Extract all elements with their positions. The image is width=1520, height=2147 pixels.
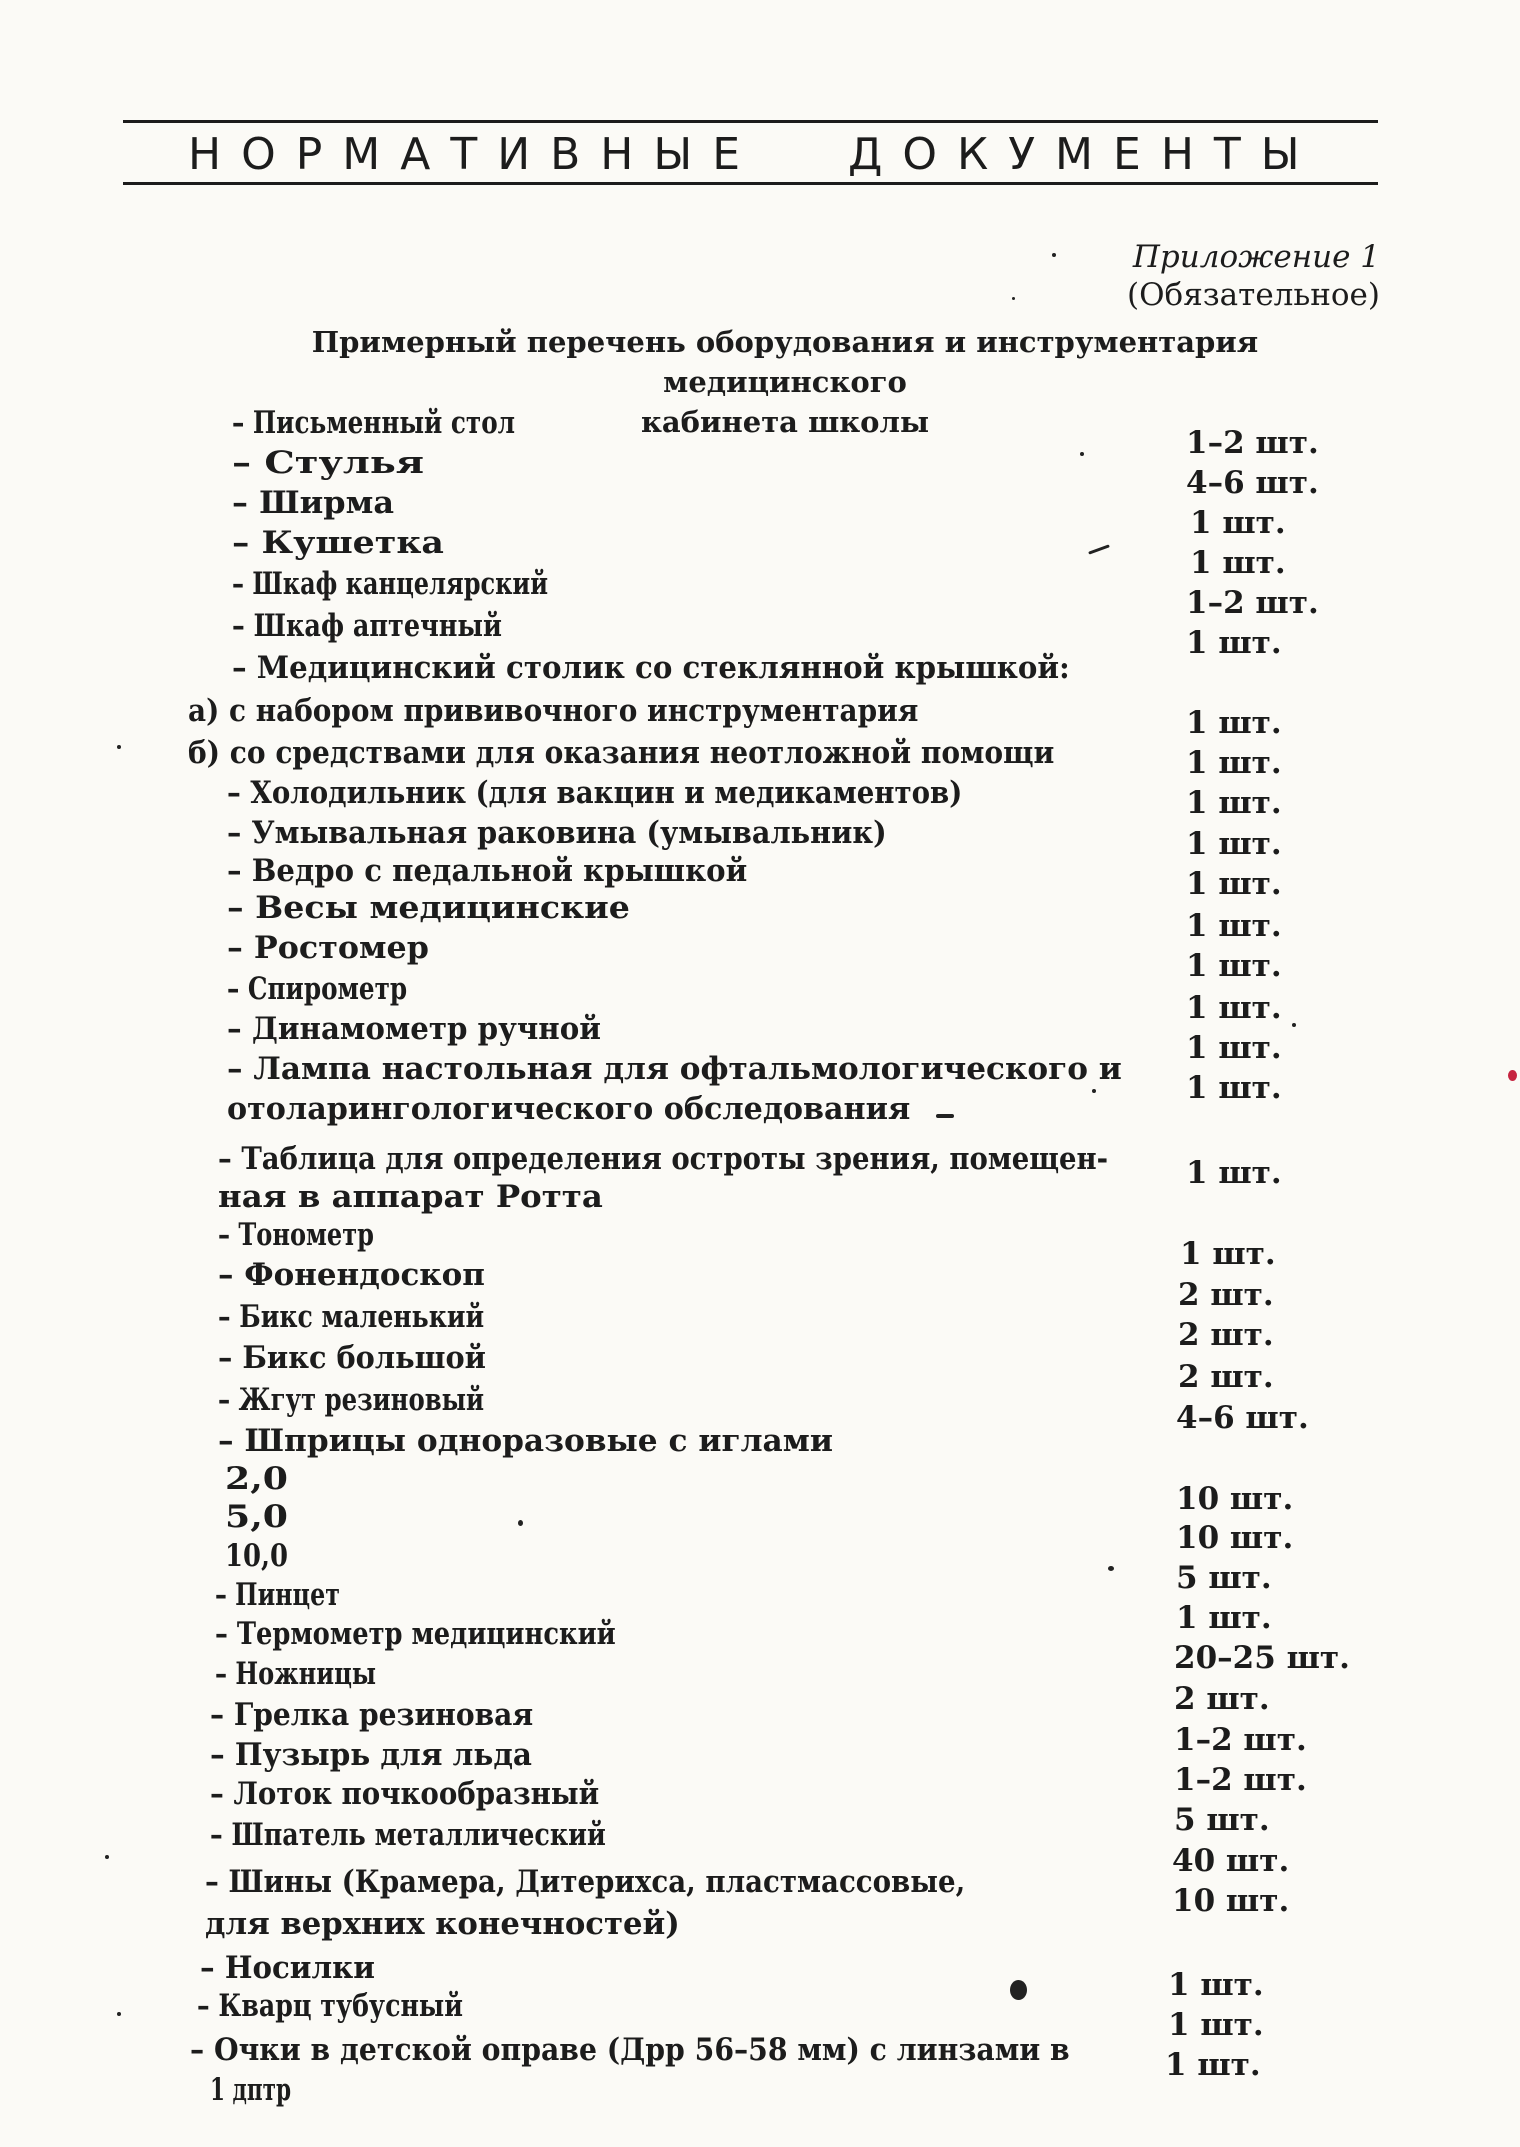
item-label: – Пинцет	[215, 1577, 340, 1613]
list-title-line-1: Примерный перечень оборудования и инструментария медицинского	[311, 325, 1259, 399]
item-quantity: 4–6 шт.	[1176, 1400, 1309, 1436]
item-label: отоларингологического обследования	[227, 1091, 911, 1127]
item-quantity: 1 шт.	[1186, 745, 1282, 781]
item-label: – Термометр медицинский	[215, 1616, 616, 1652]
item-quantity: 1 шт.	[1186, 826, 1282, 862]
item-label: – Бикс маленький	[218, 1299, 485, 1335]
item-quantity: 2 шт.	[1178, 1359, 1274, 1395]
scan-speck	[1292, 1023, 1296, 1027]
item-label: – Кварц тубусный	[197, 1988, 463, 2024]
item-label: – Кушетка	[232, 525, 444, 561]
item-label: – Бикс большой	[218, 1340, 486, 1376]
item-label: – Пузырь для льда	[210, 1737, 532, 1773]
header-word-2: ДОКУМЕНТЫ	[848, 129, 1320, 180]
red-ink-mark	[1508, 1070, 1517, 1081]
item-quantity: 1 шт.	[1168, 1967, 1264, 2003]
item-label: 1 дптр	[210, 2072, 292, 2108]
item-quantity: 1 шт.	[1190, 545, 1286, 581]
item-quantity: 1 шт.	[1186, 1155, 1282, 1191]
item-quantity: 1 шт.	[1176, 1600, 1272, 1636]
item-label: – Динамометр ручной	[227, 1011, 601, 1047]
item-quantity: 5 шт.	[1176, 1560, 1272, 1596]
item-label: – Таблица для определения остроты зрения, помещен-	[218, 1141, 1109, 1177]
item-label: б) со средствами для оказания неотложной помощи	[188, 735, 1055, 771]
item-label: – Носилки	[200, 1950, 375, 1986]
item-quantity: 1–2 шт.	[1186, 585, 1319, 621]
item-quantity: 1 шт.	[1190, 505, 1286, 541]
item-label: – Шины (Крамера, Дитерихса, пластмассовые,	[205, 1864, 966, 1900]
item-quantity: 1 шт.	[1186, 908, 1282, 944]
item-quantity: 1 шт.	[1186, 625, 1282, 661]
item-label: – Письменный стол	[232, 405, 516, 441]
item-label: – Шкаф канцелярский	[232, 566, 549, 602]
scan-speck	[117, 745, 121, 749]
item-quantity: 40 шт.	[1172, 1843, 1290, 1879]
item-label: – Тонометр	[218, 1217, 374, 1253]
item-quantity: 1 шт.	[1186, 948, 1282, 984]
item-quantity: 10 шт.	[1176, 1481, 1294, 1517]
item-quantity: 1 шт.	[1186, 1070, 1282, 1106]
item-quantity: 10 шт.	[1176, 1520, 1294, 1556]
item-quantity: 1 шт.	[1180, 1236, 1276, 1272]
item-quantity: 1 шт.	[1168, 2007, 1264, 2043]
item-quantity: 5 шт.	[1174, 1802, 1270, 1838]
appendix-status: (Обязательное)	[1127, 277, 1380, 313]
item-quantity: 2 шт.	[1178, 1277, 1274, 1313]
item-label: – Холодильник (для вакцин и медикаментов)	[227, 775, 963, 811]
item-label: – Ростомер	[227, 930, 429, 966]
item-label: – Умывальная раковина (умывальник)	[227, 815, 887, 851]
item-label: – Ширма	[232, 485, 395, 521]
item-label: – Очки в детской оправе (Дрр 56–58 мм) с линзами в	[190, 2032, 1070, 2068]
item-quantity: 4–6 шт.	[1186, 465, 1319, 501]
item-label: – Весы медицинские	[227, 890, 630, 926]
ink-blot	[1010, 1980, 1027, 2000]
item-label: – Спирометр	[227, 971, 408, 1007]
scan-speck	[1012, 297, 1015, 300]
item-label: 10,0	[225, 1538, 288, 1574]
item-quantity: 1 шт.	[1186, 1030, 1282, 1066]
item-label: – Стулья	[232, 445, 424, 481]
item-label: – Ведро с педальной крышкой	[227, 853, 748, 889]
item-quantity: 1 шт.	[1186, 705, 1282, 741]
item-label: – Шпатель металлический	[210, 1817, 606, 1853]
item-label: ная в аппарат Ротта	[218, 1179, 603, 1215]
item-quantity: 2 шт.	[1178, 1317, 1274, 1353]
scan-speck	[1080, 452, 1084, 456]
item-quantity: 1–2 шт.	[1174, 1722, 1307, 1758]
item-quantity: 1 шт.	[1186, 866, 1282, 902]
scan-speck	[105, 1855, 109, 1859]
appendix-title: Приложение 1	[1132, 239, 1380, 275]
item-quantity: 1 шт.	[1186, 785, 1282, 821]
item-label: – Жгут резиновый	[218, 1382, 485, 1418]
item-quantity: 20–25 шт.	[1174, 1640, 1350, 1676]
scan-speck	[936, 1114, 954, 1118]
scan-speck	[518, 1520, 523, 1526]
item-quantity: 1 шт.	[1186, 990, 1282, 1026]
item-quantity: 2 шт.	[1174, 1681, 1270, 1717]
scan-speck	[1108, 1566, 1114, 1571]
item-label: – Лоток почкообразный	[210, 1776, 600, 1812]
list-title-line-2: кабинета школы	[640, 405, 930, 439]
item-label: 5,0	[225, 1499, 288, 1535]
item-label: – Грелка резиновая	[210, 1697, 534, 1733]
item-label: 2,0	[225, 1461, 288, 1497]
scan-speck	[1092, 1089, 1096, 1093]
header-word-1: НОРМАТИВНЫЕ	[188, 129, 760, 180]
item-label: для верхних конечностей)	[205, 1906, 680, 1942]
item-label: – Шприцы одноразовые с иглами	[218, 1423, 833, 1459]
item-label: – Ножницы	[215, 1656, 377, 1692]
item-quantity: 10 шт.	[1172, 1883, 1290, 1919]
item-quantity: 1–2 шт.	[1186, 425, 1319, 461]
item-label: – Фонендоскоп	[218, 1257, 485, 1293]
item-label: а) с набором прививочного инструментария	[188, 693, 919, 729]
item-quantity: 1–2 шт.	[1174, 1762, 1307, 1798]
item-label: – Лампа настольная для офтальмологического и	[227, 1051, 1122, 1087]
item-label: – Медицинский столик со стеклянной крышкой:	[232, 650, 1070, 686]
item-label: – Шкаф аптечный	[232, 608, 502, 644]
item-quantity: 1 шт.	[1165, 2047, 1261, 2083]
scan-speck	[1052, 253, 1056, 257]
scan-speck	[117, 2012, 121, 2016]
